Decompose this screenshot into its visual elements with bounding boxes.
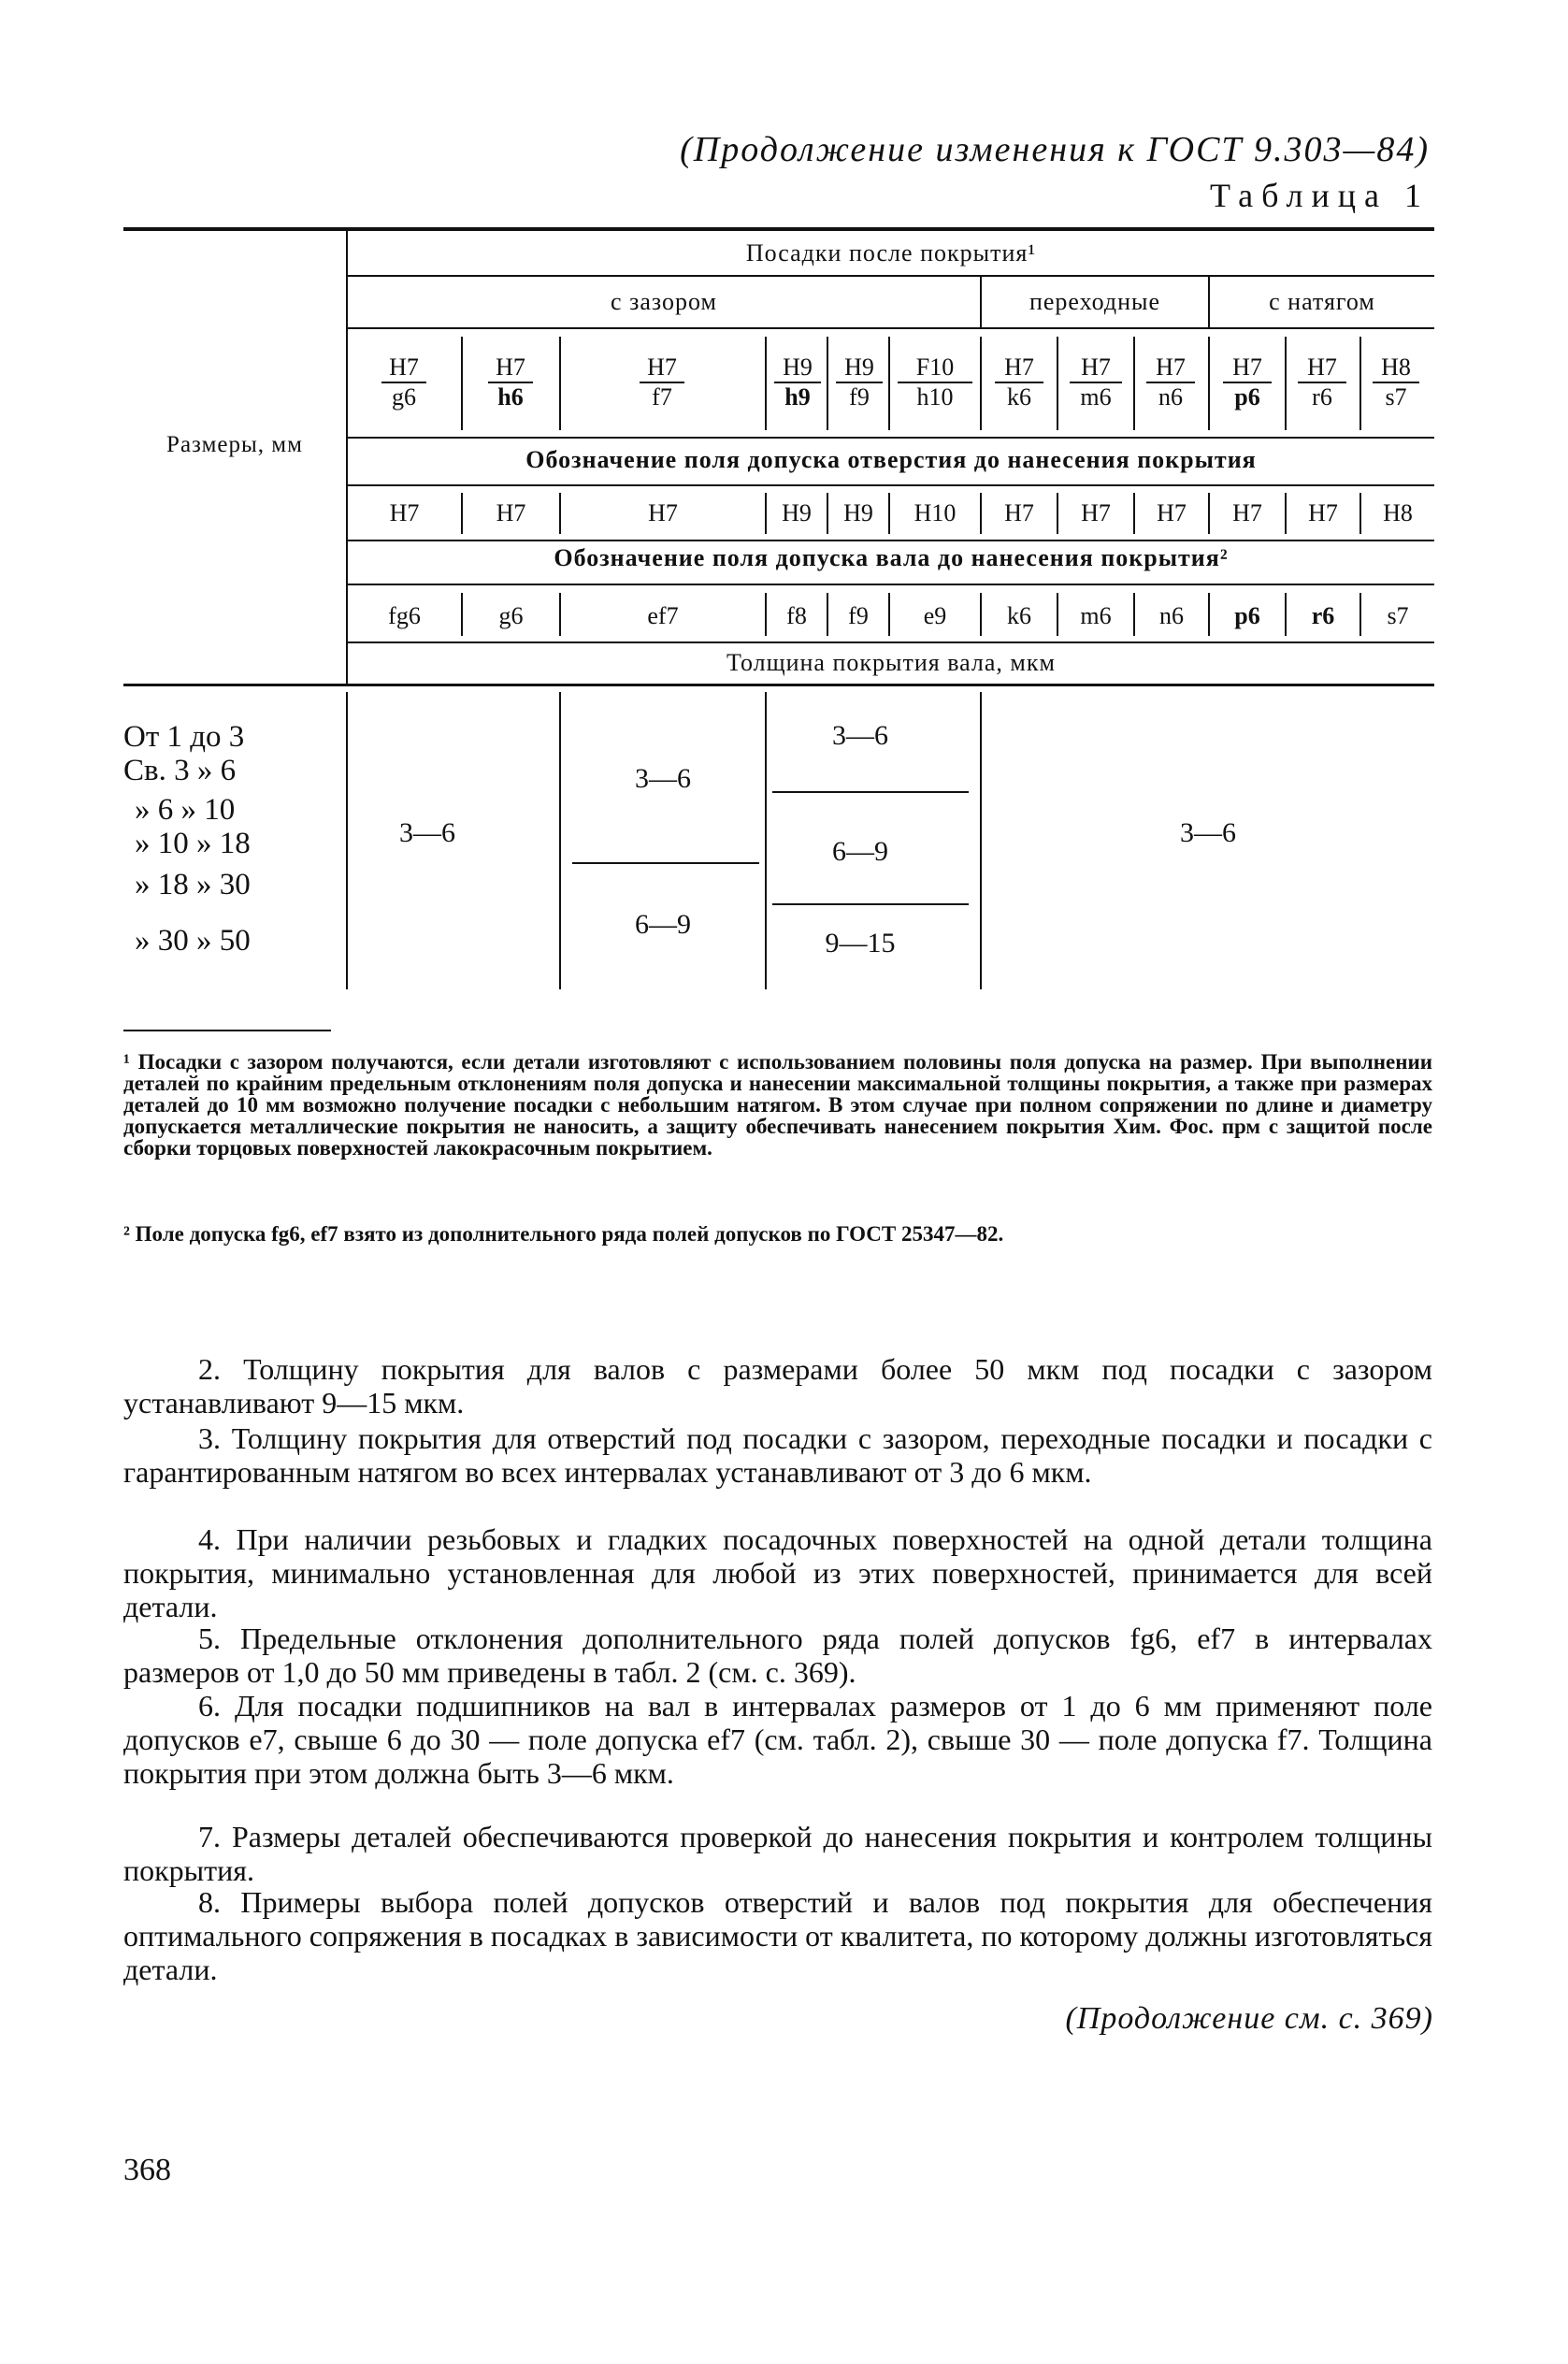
hole-tol-4: H9 bbox=[782, 499, 812, 526]
rule-under-fits bbox=[348, 437, 1434, 439]
size-range-1: От 1 до 3 bbox=[123, 720, 245, 754]
group-transition: переходные bbox=[1029, 288, 1161, 315]
shaft-tol-10: p6 bbox=[1234, 602, 1260, 629]
fit-h9-h9: $\frac{H9}{h9}$ bbox=[774, 353, 821, 411]
continuation-header: (Продолжение изменения к ГОСТ 9.303—84) bbox=[680, 130, 1430, 169]
fit-f10-h10: $\frac{F10}{h10}$ bbox=[898, 353, 972, 411]
size-range-3: » 6 » 10 bbox=[135, 793, 236, 827]
paragraph-8: 8. Примеры выбора полей допусков отверстий и валов под покрытия для обеспечения оптимального сопряжения в посадках в зависимости от квалитета, по которому должны изготовляться детали. bbox=[123, 1885, 1432, 1986]
group-interference: с натягом bbox=[1269, 288, 1375, 315]
rule-under-header bbox=[123, 684, 1434, 686]
fit-h7-h6: $\frac{H7}{h6}$ bbox=[488, 353, 533, 411]
fit-h7-n6: $\frac{H7}{n6}$ bbox=[1146, 353, 1195, 411]
hole-tol-6: H10 bbox=[913, 499, 957, 526]
hole-tol-12: H8 bbox=[1383, 499, 1413, 526]
shaft-tol-1: fg6 bbox=[388, 602, 421, 629]
rule-under-hole-row bbox=[348, 540, 1434, 541]
table-top-rule bbox=[123, 227, 1434, 231]
thickness-rest: 3—6 bbox=[1180, 817, 1236, 848]
size-range-4: » 10 » 18 bbox=[135, 827, 251, 860]
shaft-tol-9: n6 bbox=[1159, 602, 1184, 629]
rule-under-hole-title bbox=[348, 484, 1434, 486]
paragraph-5: 5. Предельные отклонения дополнительного ряда полей допусков fg6, ef7 в интервалах размеров от 1,0 до 50 мм приведены в табл. 2 (см. с. 369). bbox=[123, 1622, 1432, 1689]
shaft-tol-11: r6 bbox=[1311, 602, 1335, 629]
fit-h7-p6: $\frac{H7}{p6}$ bbox=[1223, 353, 1272, 411]
hole-tol-2: H7 bbox=[496, 499, 526, 526]
body-divider-1 bbox=[559, 692, 561, 989]
fit-h7-k6: $\frac{H7}{k6}$ bbox=[995, 353, 1043, 411]
thickness-col2-top: 3—6 bbox=[635, 763, 691, 794]
hole-tol-9: H7 bbox=[1157, 499, 1187, 526]
hole-tol-7: H7 bbox=[1004, 499, 1034, 526]
size-range-6: » 30 » 50 bbox=[135, 924, 251, 958]
paragraph-7: 7. Размеры деталей обеспечиваются проверкой до нанесения покрытия и контролем толщины покрытия. bbox=[123, 1820, 1432, 1887]
fit-h7-f7: $\frac{H7}{f7}$ bbox=[640, 353, 684, 411]
fit-h7-m6: $\frac{H7}{m6}$ bbox=[1070, 353, 1122, 411]
group-clearance: с зазором bbox=[611, 288, 717, 315]
page-number: 368 bbox=[123, 2153, 171, 2187]
table-1 bbox=[0, 0, 1568, 1029]
shaft-tol-5: f9 bbox=[848, 602, 869, 629]
hole-tol-3: H7 bbox=[648, 499, 678, 526]
size-range-5: » 18 » 30 bbox=[135, 868, 251, 901]
rule-under-fits-title bbox=[348, 275, 1434, 277]
paragraph-6: 6. Для посадки подшипников на вал в интервалах размеров от 1 до 6 мм применяют поле допусков e7, свыше 6 до 30 — поле допуска ef7 (см. табл. 2), свыше 30 — поле допуска f7. Толщина покрытия при этом должна быть 3—6 мкм. bbox=[123, 1689, 1433, 1790]
hole-tol-10: H7 bbox=[1232, 499, 1262, 526]
shaft-tol-2: g6 bbox=[498, 602, 524, 629]
continued-note: (Продолжение см. с. 369) bbox=[1065, 2001, 1433, 2036]
hole-tol-11: H7 bbox=[1308, 499, 1338, 526]
corner-label: Размеры, мм bbox=[166, 432, 303, 457]
paragraph-3: 3. Толщину покрытия для отверстий под посадки с зазором, переходные посадки и посадки с гарантированным натягом во всех интервалах устанавливают от 3 до 6 мкм. bbox=[123, 1421, 1432, 1489]
footnote-1: ¹ Посадки с зазором получаются, если детали изготовляют с использованием половины поля допуска на размер. При выполнении деталей по крайним предельным отклонениям поля допуска и нанесении максимальной толщины покрытия, а также при размерах деталей до 10 мм возможно получение посадки с небольшим натягом. В этом случае при полном сопряжении по длине и диаметру допускается металлические покрытия не наносить, а защиту обеспечивать нанесением покрытия Хим. Фос. прм с защитой после сборки торцовых поверхностей лакокрасочным покрытием. bbox=[123, 1050, 1432, 1160]
hole-tolerance-title: Обозначение поля допуска отверстия до нанесения покрытия bbox=[525, 446, 1257, 473]
hole-tol-5: H9 bbox=[843, 499, 873, 526]
rule-under-shaft-title bbox=[348, 584, 1434, 585]
fit-h7-g6: $\frac{H7}{g6}$ bbox=[381, 353, 426, 411]
thickness-col3-mid: 6—9 bbox=[832, 836, 888, 867]
rule-under-shaft-row bbox=[348, 641, 1434, 643]
shaft-tol-7: k6 bbox=[1007, 602, 1031, 629]
footnote-separator bbox=[123, 1030, 331, 1031]
fit-h7-r6: $\frac{H7}{r6}$ bbox=[1298, 353, 1346, 411]
thickness-col3-bottom: 9—15 bbox=[825, 928, 896, 959]
shaft-tol-3: ef7 bbox=[647, 602, 679, 629]
fit-h8-s7: $\frac{H8}{s7}$ bbox=[1373, 353, 1419, 411]
hole-tol-1: H7 bbox=[389, 499, 420, 526]
thickness-col2-bottom: 6—9 bbox=[635, 909, 691, 940]
size-range-2: Св. 3 » 6 bbox=[123, 754, 237, 787]
hole-tol-8: H7 bbox=[1081, 499, 1111, 526]
shaft-tol-8: m6 bbox=[1080, 602, 1112, 629]
thickness-title: Толщина покрытия вала, мкм bbox=[726, 649, 1056, 676]
table-label: Таблица 1 bbox=[1210, 177, 1430, 214]
footnote-2: ² Поле допуска fg6, ef7 взято из дополнительного ряда полей допусков по ГОСТ 25347—82. bbox=[123, 1222, 1004, 1246]
shaft-tol-6: e9 bbox=[923, 602, 947, 629]
col2-split-rule bbox=[572, 862, 759, 864]
shaft-tolerance-title: Обозначение поля допуска вала до нанесения покрытия² bbox=[554, 544, 1229, 571]
thickness-col1: 3—6 bbox=[399, 817, 455, 848]
rule-under-groups bbox=[348, 327, 1434, 329]
shaft-tol-12: s7 bbox=[1387, 602, 1409, 629]
col3-split-rule-2 bbox=[772, 903, 969, 905]
thickness-col3-top: 3—6 bbox=[832, 720, 888, 751]
fits-after-coating-title: Посадки после покрытия¹ bbox=[745, 239, 1037, 267]
fit-h9-f9: $\frac{H9}{f9}$ bbox=[836, 353, 883, 411]
col3-split-rule-1 bbox=[772, 791, 969, 793]
shaft-tol-4: f8 bbox=[786, 602, 807, 629]
paragraph-4: 4. При наличии резьбовых и гладких посадочных поверхностей на одной детали толщина покрытия, минимально установленная для любой из этих поверхностей, принимается для всей детали. bbox=[123, 1522, 1432, 1623]
paragraph-2: 2. Толщину покрытия для валов с размерами более 50 мкм под посадки с зазором устанавливают 9—15 мкм. bbox=[123, 1352, 1432, 1420]
